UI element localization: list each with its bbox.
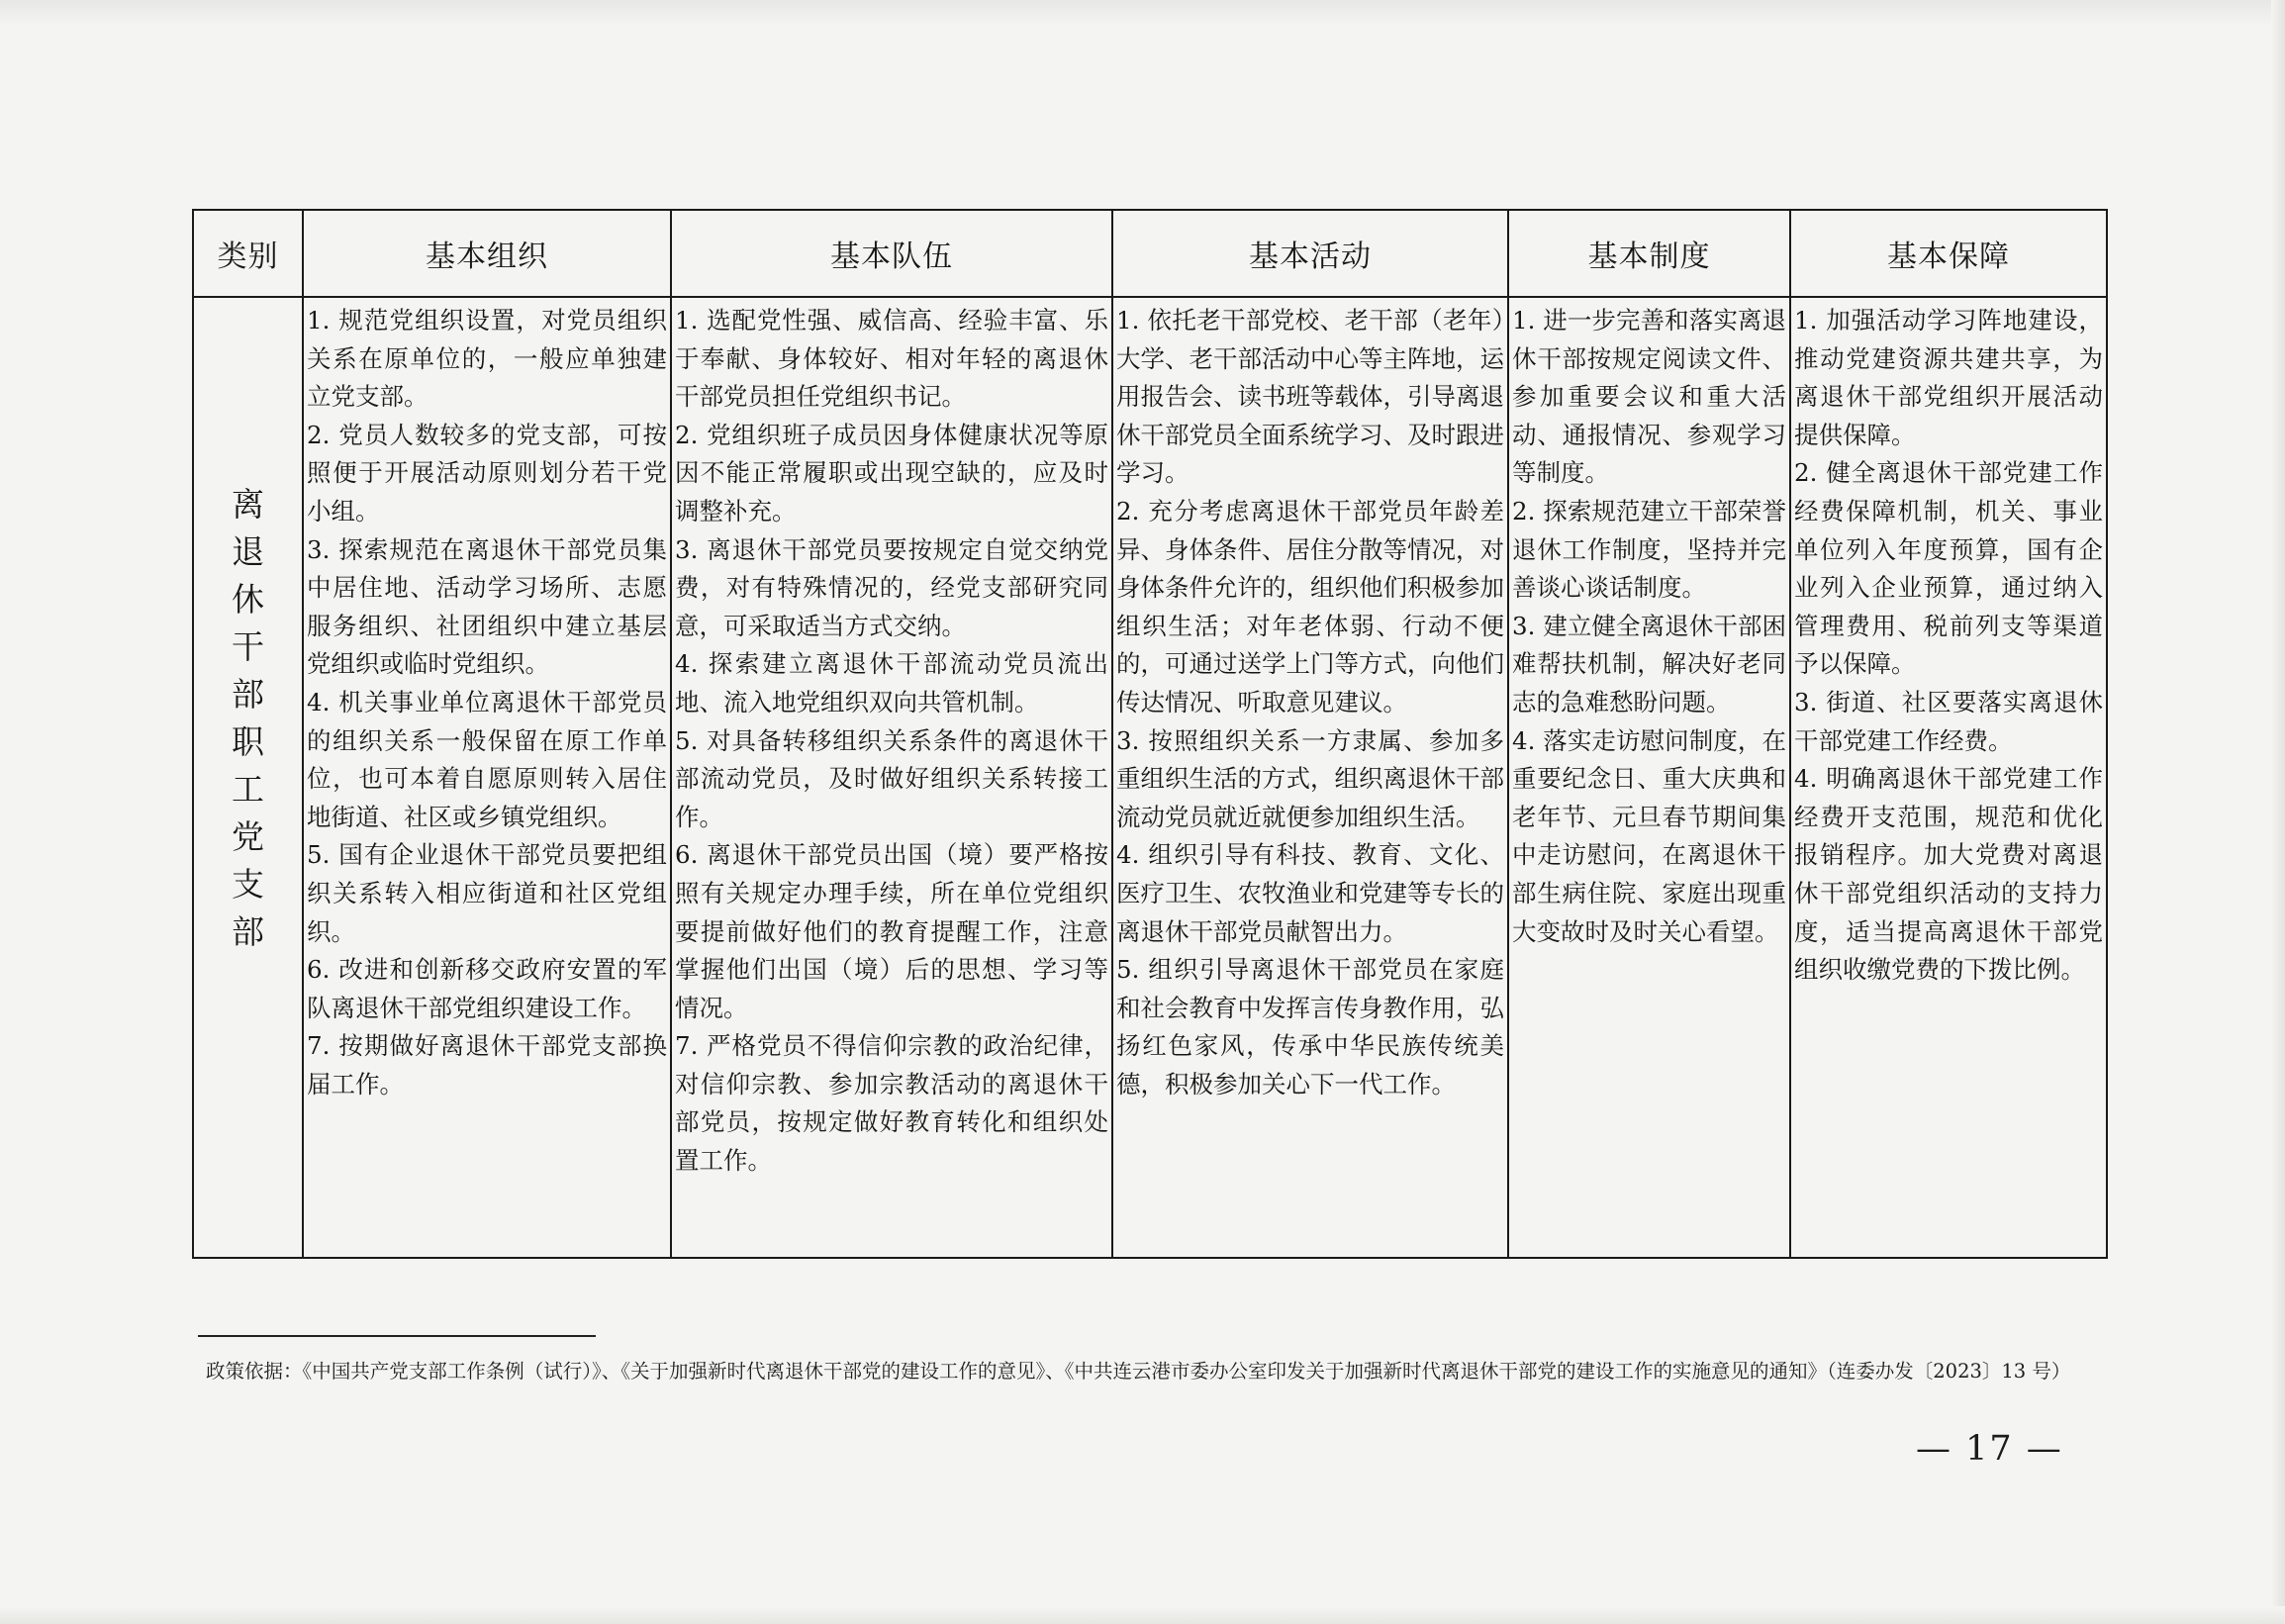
team-item: 6. 离退休干部党员出国（境）要严格按照有关规定办理手续，所在单位党组织要提前做好他们的教育提醒工作，注意掌握他们出国（境）后的思想、学习等情况。 [675, 840, 1108, 1022]
organization-item: 2. 党员人数较多的党支部，可按照便于开展活动原则划分若干党小组。 [307, 420, 667, 525]
team-cell [671, 297, 1112, 1258]
activities-cell [1112, 297, 1508, 1258]
activities-item: 3. 按照组织关系一方隶属、参加多重组织生活的方式，组织离退休干部流动党员就近就便参加组织生活。 [1116, 725, 1504, 831]
guarantee-cell [1790, 297, 2107, 1258]
activities-item: 2. 充分考虑离退休干部党员年龄差异、身体条件、居住分散等情况，对身体条件允许的，组织他们积极参加组织生活；对年老体弱、行动不便的，可通过送学上门等方式，向他们传达情况、听取意见建议。 [1116, 496, 1504, 716]
table-row [193, 297, 2107, 1258]
scan-edge-bottom [0, 1606, 2285, 1624]
organization-cell [303, 297, 671, 1258]
organization-item: 1. 规范党组织设置，对党员组织关系在原单位的，一般应单独建立党支部。 [307, 306, 667, 412]
system-item: 1. 进一步完善和落实离退休干部按规定阅读文件、参加重要会议和重大活动、通报情况、参观学习等制度。 [1512, 306, 1786, 488]
guarantee-item: 3. 街道、社区要落实离退休干部党建工作经费。 [1794, 687, 2103, 755]
guarantee-item: 1. 加强活动学习阵地建设，推动党建资源共建共享，为离退休干部党组织开展活动提供保障。 [1794, 306, 2103, 449]
policy-basis-footnote: 政策依据：《中国共产党支部工作条例（试行）》、《关于加强新时代离退休干部党的建设工作的意见》、《中共连云港市委办公室印发关于加强新时代离退休干部党的建设工作的实施意见的通知》（连委办发〔2023〕13 号） [206, 1360, 2071, 1383]
header-category: 类别 [193, 210, 303, 297]
category-label: 离退休干部职工党支部 [232, 484, 264, 951]
activities-item: 4. 组织引导有科技、教育、文化、医疗卫生、农牧渔业和党建等专长的离退休干部党员献智出力。 [1116, 840, 1504, 946]
system-item: 4. 落实走访慰问制度，在重要纪念日、重大庆典和老年节、元旦春节期间集中走访慰问，在离退休干部生病住院、家庭出现重大变故时及时关心看望。 [1512, 725, 1786, 946]
system-cell [1508, 297, 1790, 1258]
category-cell [193, 297, 303, 1258]
team-item: 5. 对具备转移组织关系条件的离退休干部流动党员，及时做好组织关系转接工作。 [675, 725, 1108, 831]
team-item: 7. 严格党员不得信仰宗教的政治纪律，对信仰宗教、参加宗教活动的离退休干部党员，按规定做好教育转化和组织处置工作。 [675, 1031, 1108, 1176]
team-item: 3. 离退休干部党员要按规定自觉交纳党费，对有特殊情况的，经党支部研究同意，可采取适当方式交纳。 [675, 534, 1108, 640]
policy-table [192, 209, 2108, 1259]
system-item: 3. 建立健全离退休干部困难帮扶机制，解决好老同志的急难愁盼问题。 [1512, 611, 1786, 716]
footnote-divider [198, 1335, 596, 1337]
guarantee-item: 2. 健全离退休干部党建工作经费保障机制，机关、事业单位列入年度预算，国有企业列入企业预算，通过纳入管理费用、税前列支等渠道予以保障。 [1794, 458, 2103, 679]
activities-item: 5. 组织引导离退休干部党员在家庭和社会教育中发挥言传身教作用，弘扬红色家风，传承中华民族传统美德，积极参加关心下一代工作。 [1116, 955, 1504, 1099]
organization-item: 3. 探索规范在离退休干部党员集中居住地、活动学习场所、志愿服务组织、社团组织中建立基层党组织或临时党组织。 [307, 534, 667, 679]
page-number: — 17 — [1916, 1429, 2063, 1469]
header-basic-system: 基本制度 [1508, 210, 1790, 297]
system-item: 2. 探索规范建立干部荣誉退休工作制度，坚持并完善谈心谈话制度。 [1512, 496, 1786, 603]
scan-edge-top [0, 0, 2285, 26]
guarantee-item: 4. 明确离退休干部党建工作经费开支范围，规范和优化报销程序。加大党费对离退休干部党组织活动的支持力度，适当提高离退休干部党组织收缴党费的下拨比例。 [1794, 764, 2103, 985]
organization-item: 4. 机关事业单位离退休干部党员的组织关系一般保留在原工作单位，也可本着自愿原则转入居住地街道、社区或乡镇党组织。 [307, 687, 667, 831]
organization-item: 7. 按期做好离退休干部党支部换届工作。 [307, 1031, 667, 1099]
table-header-row [193, 210, 2107, 297]
team-item: 1. 选配党性强、威信高、经验丰富、乐于奉献、身体较好、相对年轻的离退休干部党员担任党组织书记。 [675, 306, 1108, 412]
header-basic-organization: 基本组织 [303, 210, 671, 297]
activities-item: 1. 依托老干部党校、老干部（老年）大学、老干部活动中心等主阵地，运用报告会、读书班等载体，引导离退休干部党员全面系统学习、及时跟进学习。 [1116, 306, 1504, 488]
organization-item: 6. 改进和创新移交政府安置的军队离退休干部党组织建设工作。 [307, 955, 667, 1022]
team-item: 4. 探索建立离退休干部流动党员流出地、流入地党组织双向共管机制。 [675, 649, 1108, 716]
organization-item: 5. 国有企业退休干部党员要把组织关系转入相应街道和社区党组织。 [307, 840, 667, 946]
scan-edge-right [2271, 0, 2285, 1624]
header-basic-team: 基本队伍 [671, 210, 1112, 297]
team-item: 2. 党组织班子成员因身体健康状况等原因不能正常履职或出现空缺的，应及时调整补充。 [675, 420, 1108, 525]
header-basic-activities: 基本活动 [1112, 210, 1508, 297]
header-basic-guarantee: 基本保障 [1790, 210, 2107, 297]
